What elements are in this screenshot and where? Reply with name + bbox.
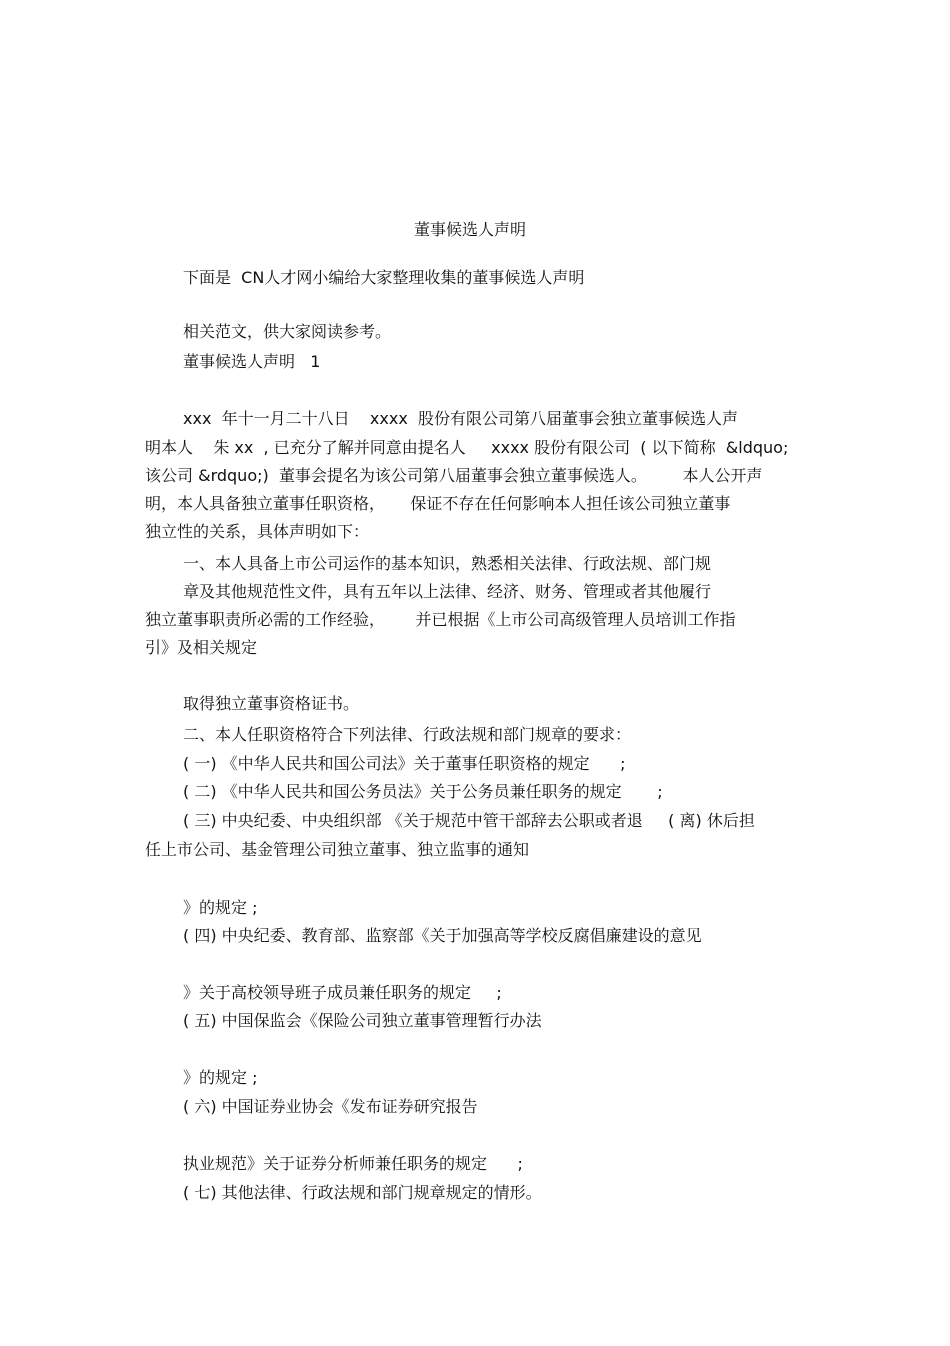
- list-item-line: 二、本人任职资格符合下列法律、行政法规和部门规章的要求：: [183, 725, 632, 744]
- sub-item-line: ( 二) 《中华人民共和国公务员法》关于公务员兼任职务的规定 ;: [183, 782, 663, 801]
- list-item-line: 一、本人具备上市公司运作的基本知识，熟悉相关法律、行政法规、部门规: [183, 554, 712, 573]
- sub-item-line: 执业规范》关于证券分析师兼任职务的规定 ;: [183, 1154, 523, 1173]
- list-item-line: 独立董事职责所必需的工作经验， 并已根据《上市公司高级管理人员培训工作指: [145, 610, 736, 629]
- paragraph-line: 明本人 朱 xx , 已充分了解并同意由提名人 xxxx 股份有限公司 ( 以下简称 &ldquo;: [145, 438, 789, 457]
- sub-item-line: ( 六) 中国证券业协会《发布证券研究报告: [183, 1097, 478, 1116]
- paragraph-line: 明，本人具备独立董事任职资格， 保证不存在任何影响本人担任该公司独立董事: [145, 494, 731, 513]
- intro-line-2: 相关范文，供大家阅读参考。: [183, 322, 392, 341]
- sub-item-line: ( 三) 中央纪委、中央组织部 《关于规范中管干部辞去公职或者退 ( 离) 休后担: [183, 811, 755, 830]
- list-item-line: 取得独立董事资格证书。: [183, 694, 360, 713]
- sub-item-line: 》的规定 ;: [183, 1068, 258, 1087]
- paragraph-line: 独立性的关系，具体声明如下：: [145, 522, 370, 541]
- intro-line-1: 下面是 CN人才网小编给大家整理收集的董事候选人声明: [183, 268, 585, 287]
- sub-item-line: ( 一) 《中华人民共和国公司法》关于董事任职资格的规定 ;: [183, 754, 626, 773]
- sub-item-line: ( 四) 中央纪委、教育部、监察部《关于加强高等学校反腐倡廉建设的意见: [183, 926, 702, 945]
- paragraph-line: xxx 年十一月二十八日 xxxx 股份有限公司第八届董事会独立董事候选人声: [183, 409, 738, 428]
- sub-item-line: 任上市公司、基金管理公司独立董事、独立监事的通知: [145, 840, 530, 859]
- sub-item-line: 》关于高校领导班子成员兼任职务的规定 ;: [183, 983, 502, 1002]
- sub-item-line: 》的规定 ;: [183, 898, 258, 917]
- paragraph-line: 该公司 &rdquo;) 董事会提名为该公司第八届董事会独立董事候选人。 本人公开声: [145, 466, 763, 485]
- sub-item-line: ( 五) 中国保监会《保险公司独立董事管理暂行办法: [183, 1011, 542, 1030]
- list-item-line: 引》及相关规定: [145, 638, 258, 657]
- list-item-line: 章及其他规范性文件，具有五年以上法律、经济、财务、管理或者其他履行: [183, 582, 712, 601]
- sub-item-line: ( 七) 其他法律、行政法规和部门规章规定的情形。: [183, 1183, 542, 1202]
- section-heading: 董事候选人声明 1: [183, 352, 321, 371]
- document-title: 董事候选人声明: [413, 220, 526, 239]
